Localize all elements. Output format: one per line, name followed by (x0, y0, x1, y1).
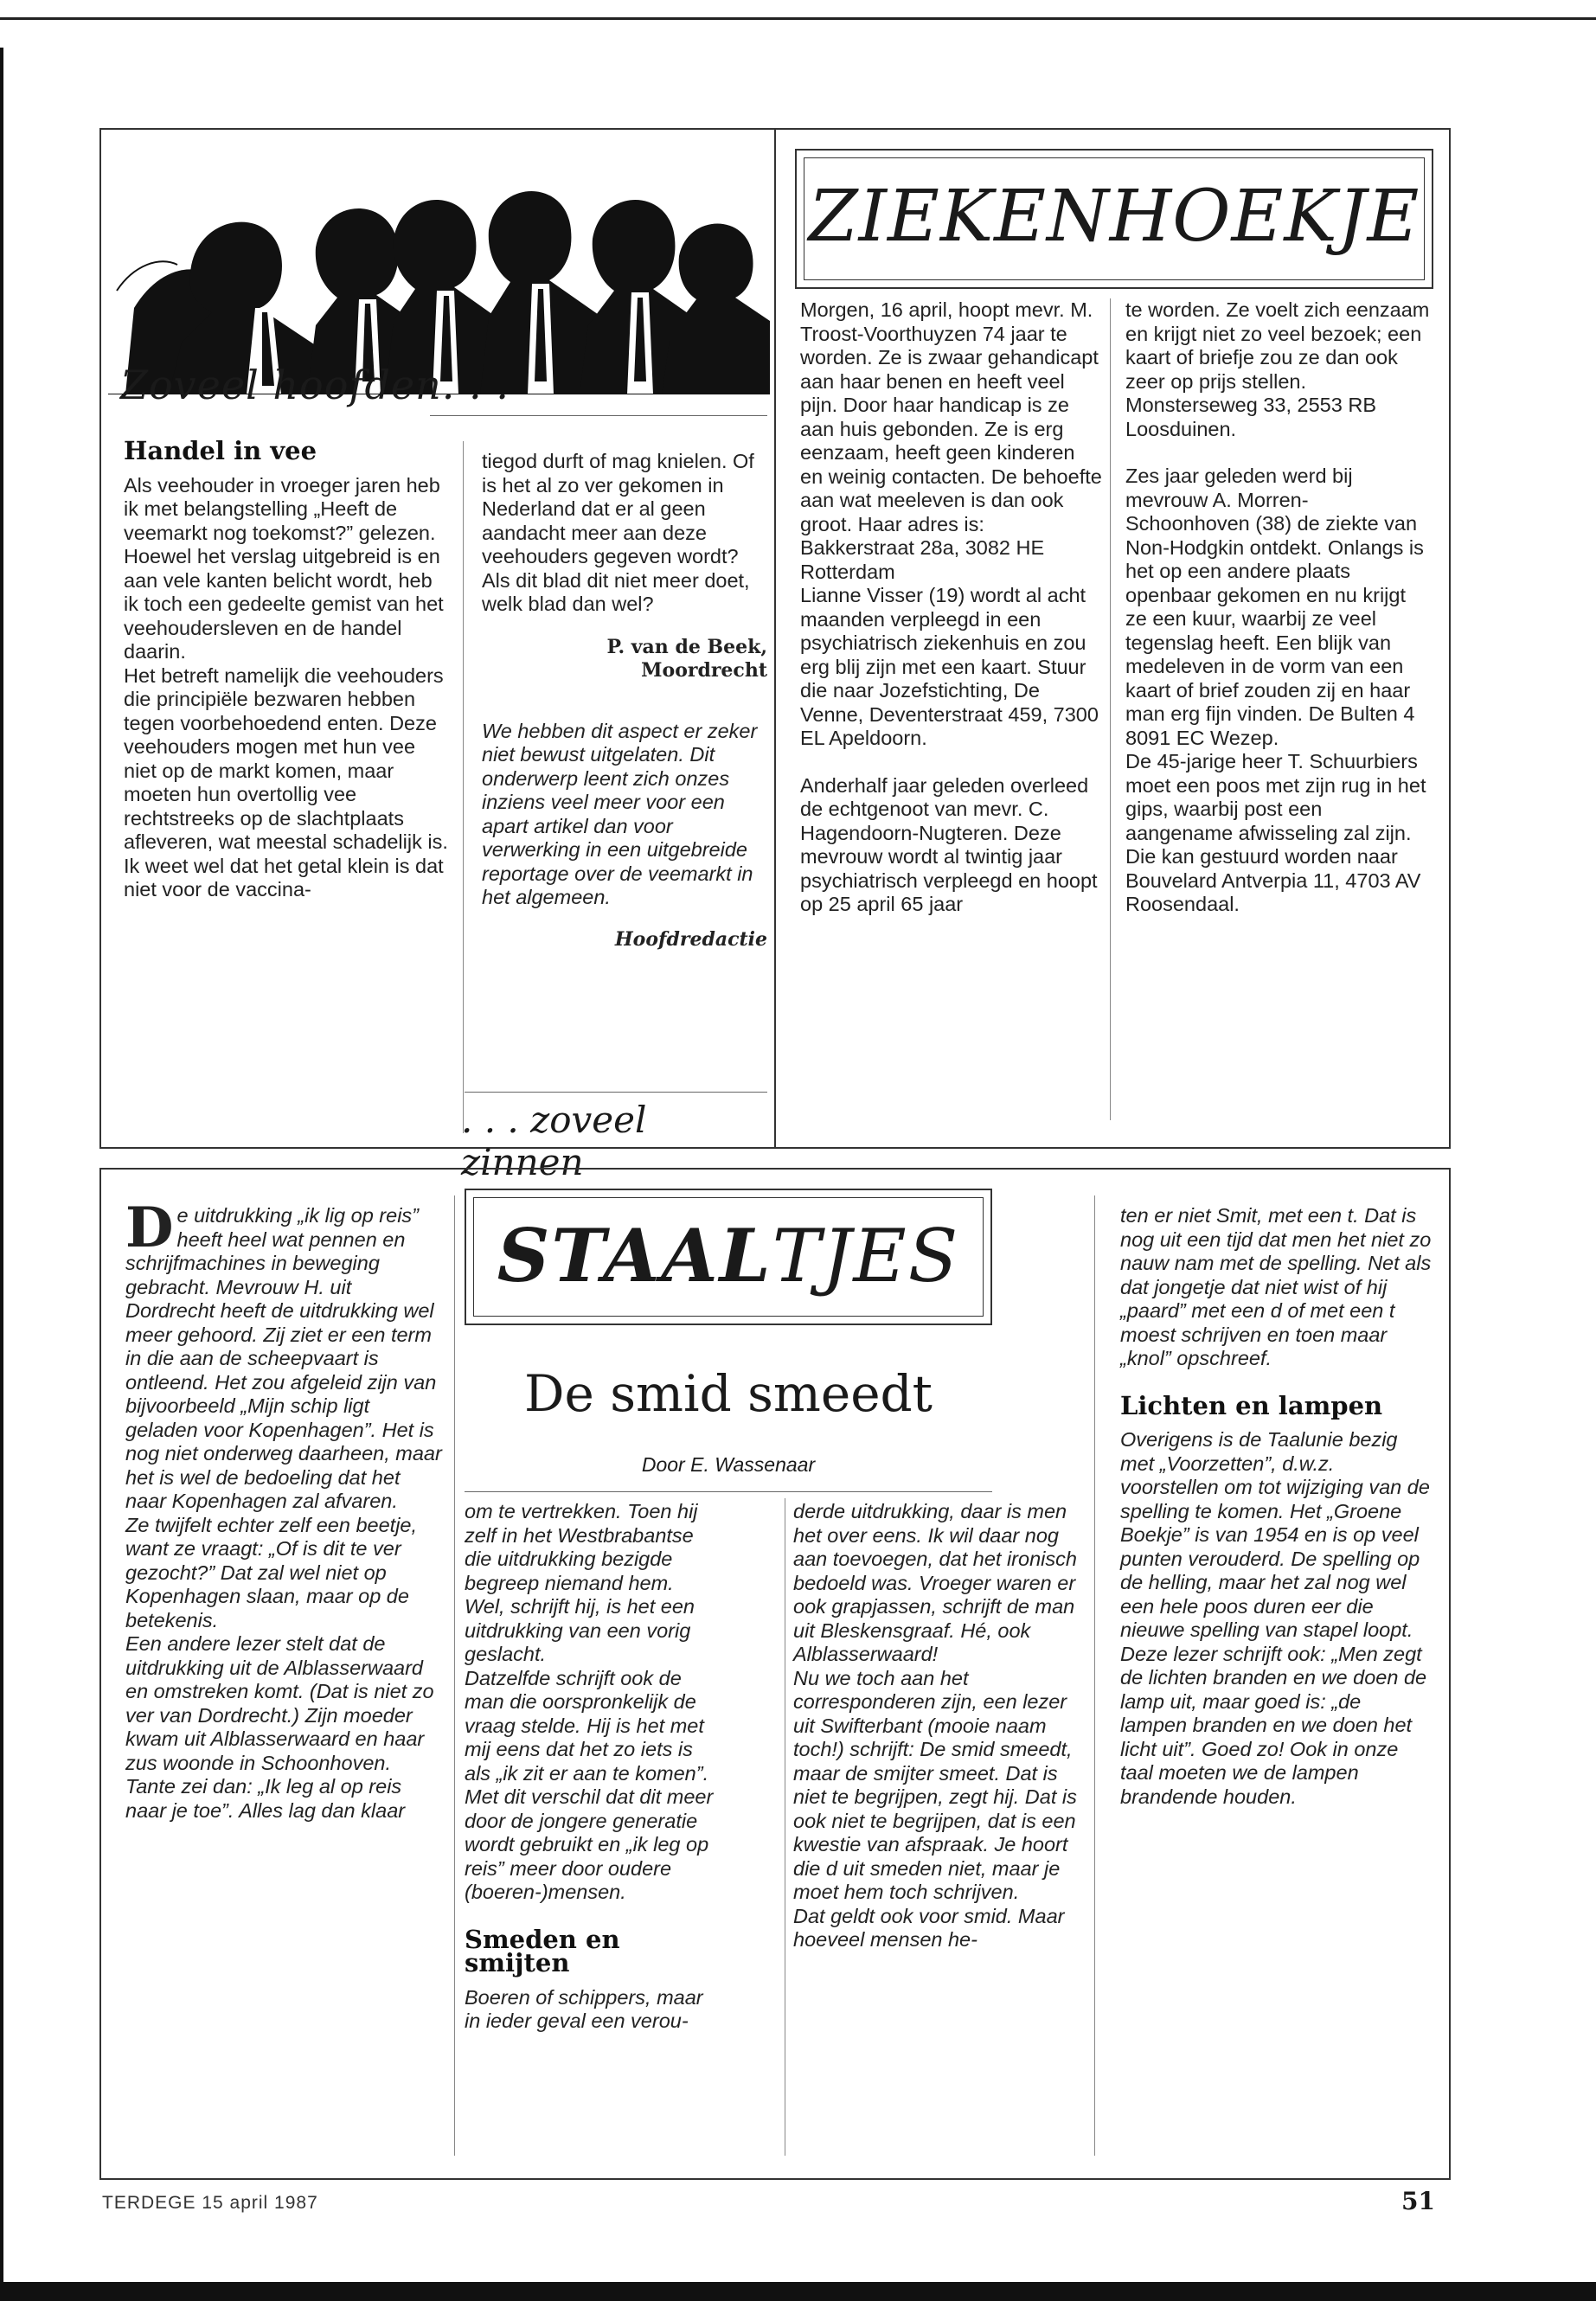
staaltjes-column-4 (1120, 1204, 1432, 1809)
staaltjes-box (99, 1168, 1451, 2180)
column-divider (1110, 298, 1111, 1120)
staaltjes-paragraph: Boeren of schippers, maar in ieder geval een verou- (465, 1985, 703, 2032)
letter-paragraph: tiegod durft of mag knielen. Of is het al zo ver gekomen in Nederland dat er al geen aandacht meer aan deze veehouders gegeven wordt? Als dit blad dit niet meer doet, welk blad dan wel? (482, 450, 754, 615)
staaltjes-byline: Door E. Wassenaar (641, 1453, 816, 1476)
staaltjes-paragraph: om te vertrekken. Toen hij zelf in het Westbrabantse die uitdrukking bezigde begreep niemand hem. Wel, schrijft hij, is het een uitdrukking van een vorig geslacht. (465, 1500, 698, 1665)
reply-signature: Hoofdredactie (614, 927, 767, 951)
staaltjes-title-bold: STAAL (497, 1213, 772, 1298)
silhouettes-illustration (108, 135, 770, 394)
ziekenhoekje-paragraph: De 45-jarige heer T. Schuurbiers moet een poos met zijn rug in het gips, waarbij post een aangename afwisseling zal zijn. Die kan gestuurd worden naar Bouvelard Antverpia 11, 4703 AV Roosendaal. (1125, 750, 1426, 915)
column-divider (463, 441, 464, 1133)
letter-column-2 (482, 450, 767, 952)
staaltjes-paragraph: Deze lezer schrijft ook: „Men zegt de lichten branden en we doen de lamp uit, maar goed is: „de lampen branden en we doen het licht uit”. Goed zo! Ook in onze taal moeten we de lampen brandende houden. (1120, 1642, 1427, 1808)
letter-column-1 (124, 436, 452, 926)
letters-title: Zoveel hoofden. . . (120, 362, 510, 408)
editorial-reply: We hebben dit aspect er zeker niet bewust uitgelaten. Dit onderwerp leent zich onzes inziens veel meer voor een apart artikel dan voor verwerking in een uitgebreide reportage over de veemarkt in het algemeen. (482, 719, 758, 908)
staaltjes-title (466, 1213, 990, 1298)
staaltjes-paragraph: Ze twijfelt echter zelf een beetje, want ze vraagt: „Of is dit te ver gezocht?” Dat zal wel niet op Kopenhagen slaan, maar op de betekenis. (125, 1513, 418, 1631)
ziekenhoekje-title: ZIEKENHOEKJE (808, 176, 1420, 258)
scan-edge-bottom (0, 2282, 1596, 2301)
staaltjes-column-2 (465, 1500, 715, 2057)
staaltjes-text: e uitdrukking „ik lig op reis” heeft heel wat pennen en schrijfmachines in beweging gebracht. Mevrouw H. uit Dordrecht heeft de uitdrukking wel meer gehoord. Zij ziet er een term in die aan de scheepvaart is ontleend. Het zou afgeleid zijn van bijvoorbeeld „Mijn schip ligt geladen voor Kopenhagen”. Het is nog niet onderweg daarheen, maar het is wel de bedoeling dat het naar Kopenhagen zal afvaren. (125, 1204, 442, 1512)
closing-rule (465, 1092, 767, 1093)
byline-rule (465, 1491, 992, 1492)
ziekenhoekje-paragraph: Morgen, 16 april, hoopt mevr. M. Troost-Voorthuyzen 74 jaar te worden. Ze is zwaar gehandicapt aan haar benen en heeft veel pijn. Door haar handicap is ze aan huis gebonden. Ze is erg eenzaam, heeft geen kinderen en weinig contacten. De behoefte aan wat meeleven is dan ook groot. Haar adres is: Bakkerstraat 28a, 3082 HE Rotterdam (800, 298, 1102, 583)
page-number: 51 (1401, 2187, 1435, 2215)
ziekenhoekje-box (774, 128, 1451, 1149)
signature-name: P. van de Beek, (606, 635, 767, 658)
ziekenhoekje-column-2 (1125, 298, 1433, 940)
letter-signature (482, 636, 767, 683)
staaltjes-paragraph: Overigens is de Taalunie bezig met „Voorzetten”, d.w.z. voorstellen om tot wijziging van de spelling te komen. Het „Groene Boekje” is van 1954 en is op veel punten verouderd. De spelling op de helling, maar het zal nog wel een hele poos duren eer die nieuwe spelling van stapel loopt. (1120, 1428, 1430, 1641)
title-rule (430, 415, 767, 416)
staaltjes-paragraph: derde uitdrukking, daar is men het over eens. Ik wil daar nog aan toevoegen, dat het ironisch bedoeld was. Vroeger waren er ook grapjassen, schrijft de man uit Bleskensgraaf. Hé, ook Alblasserwaard! (793, 1500, 1077, 1665)
ziekenhoekje-paragraph: Lianne Visser (19) wordt al acht maanden verpleegd in een psychiatrisch ziekenhuis en zou erg blij zijn met een kaart. Stuur die naar Jozefstichting, De Venne, Deventerstraat 459, 7300 EL Apeldoorn. (800, 584, 1099, 749)
letter-paragraph: Als veehouder in vroeger jaren heb ik met belangstelling „Heeft de veemarkt nog toekomst?” gelezen. Hoewel het verslag uitgebreid is en aan vele kanten belicht wordt, heb ik toch een gedeelte gemist van het veehoudersleven en de handel daarin. (124, 473, 444, 663)
ziekenhoekje-column-1 (800, 298, 1103, 940)
ziekenhoekje-title-frame (795, 149, 1433, 289)
staaltjes-title-rest: TJES (772, 1214, 960, 1298)
footer-publication: TERDEGE 15 april 1987 (102, 2193, 318, 2213)
staaltjes-paragraph: Een andere lezer stelt dat de uitdrukking uit de Alblasserwaard en omstreken komt. (Dat is niet zo ver van Dordrecht.) Zijn moeder kwam uit Alblasserwaard en haar zus woonde in Schoonhoven. Tante zei dan: „Ik leg al op reis naar je toe”. Alles lag dan klaar (125, 1632, 434, 1822)
scan-edge-left (0, 48, 3, 2297)
staaltjes-subheading: Lichten en lampen (1120, 1390, 1383, 1420)
staaltjes-paragraph: ten er niet Smit, met een t. Dat is nog uit een tijd dat men het niet zo nauw nam met de spelling. Net als dat jongetje dat niet wist of hij „paard” met een d of met een t moest schrijven en toen maar „knol” opschreef. (1120, 1204, 1432, 1369)
staaltjes-paragraph: Dat geldt ook voor smid. Maar hoeveel mensen he- (793, 1904, 1065, 1951)
staaltjes-paragraph: Datzelfde schrijft ook de man die oorspronkelijk de vraag stelde. Hij is het met mij eens dat het zo iets is als „ik zit er aan te komen”. Met dit verschil dat dit meer door de jongere generatie wordt gebruikt en „ik leg op reis” meer door oudere (boeren-)mensen. (465, 1666, 714, 1903)
column-divider (454, 1195, 455, 2156)
staaltjes-column-3 (793, 1500, 1087, 1952)
ziekenhoekje-paragraph: te worden. Ze voelt zich eenzaam en krijgt niet zo veel bezoek; een kaart of briefje zou ze dan ook zeer op prijs stellen. Monsterseweg 33, 2553 RB Loosduinen. (1125, 298, 1430, 440)
letters-box (99, 128, 776, 1183)
staaltjes-subheading: Smeden en smijten (465, 1924, 620, 1977)
letters-closing-title: . . . zoveel zinnen (461, 1099, 647, 1183)
staaltjes-paragraph: Nu we toch aan het corresponderen zijn, een lezer uit Swifterbant (mooie naam toch!) schrijft: De smid smeedt, maar de smijter smeet. Dat is niet te begrijpen, zegt hij. Dat is ook niet te begrijpen, dat is een kwestie van afspraak. Je hoort die d uit smeden niet, maar je moet hem toch schrijven. (793, 1666, 1077, 1903)
ziekenhoekje-paragraph: Anderhalf jaar geleden overleed de echtgenoot van mevr. C. Hagendoorn-Nugteren. Deze mevrouw wordt al twintig jaar psychiatrisch verpleegd en hoopt op 25 april 65 jaar (800, 773, 1098, 915)
column-divider (1094, 1195, 1095, 2156)
letter-paragraph: Het betreft namelijk die veehouders die principiële bezwaren hebben tegen voorbehoedend enten. Deze veehouders mogen met hun vee niet op de markt komen, maar moeten hun overtollig vee rechtstreeks op de slachtplaats afleveren, wat meestal schadelijk is. Ik weet wel dat het getal klein is dat niet voor de vaccina- (124, 663, 448, 901)
ziekenhoekje-paragraph: Zes jaar geleden werd bij mevrouw A. Morren-Schoonhoven (38) de ziekte van Non-Hodgkin ontdekt. Onlangs is het op een andere plaats openbaar gekomen en nu krijgt ze een kuur, waarbij ze veel tegenslag heeft. Een blijk van medeleven in de vorm van een kaart of brief zouden zij en haar man erg fijn vinden. De Bulten 4 8091 EC Wezep. (1125, 465, 1424, 749)
signature-place: Moordrecht (641, 659, 767, 682)
staaltjes-subtitle: De smid smeedt (524, 1364, 933, 1423)
staaltjes-title-frame (465, 1189, 992, 1325)
staaltjes-column-1 (125, 1195, 445, 1823)
drop-cap: D (125, 1195, 174, 1260)
staaltjes-paragraph (125, 1195, 445, 1514)
letter-heading: Handel in vee (124, 436, 317, 465)
top-rule (0, 17, 1596, 20)
